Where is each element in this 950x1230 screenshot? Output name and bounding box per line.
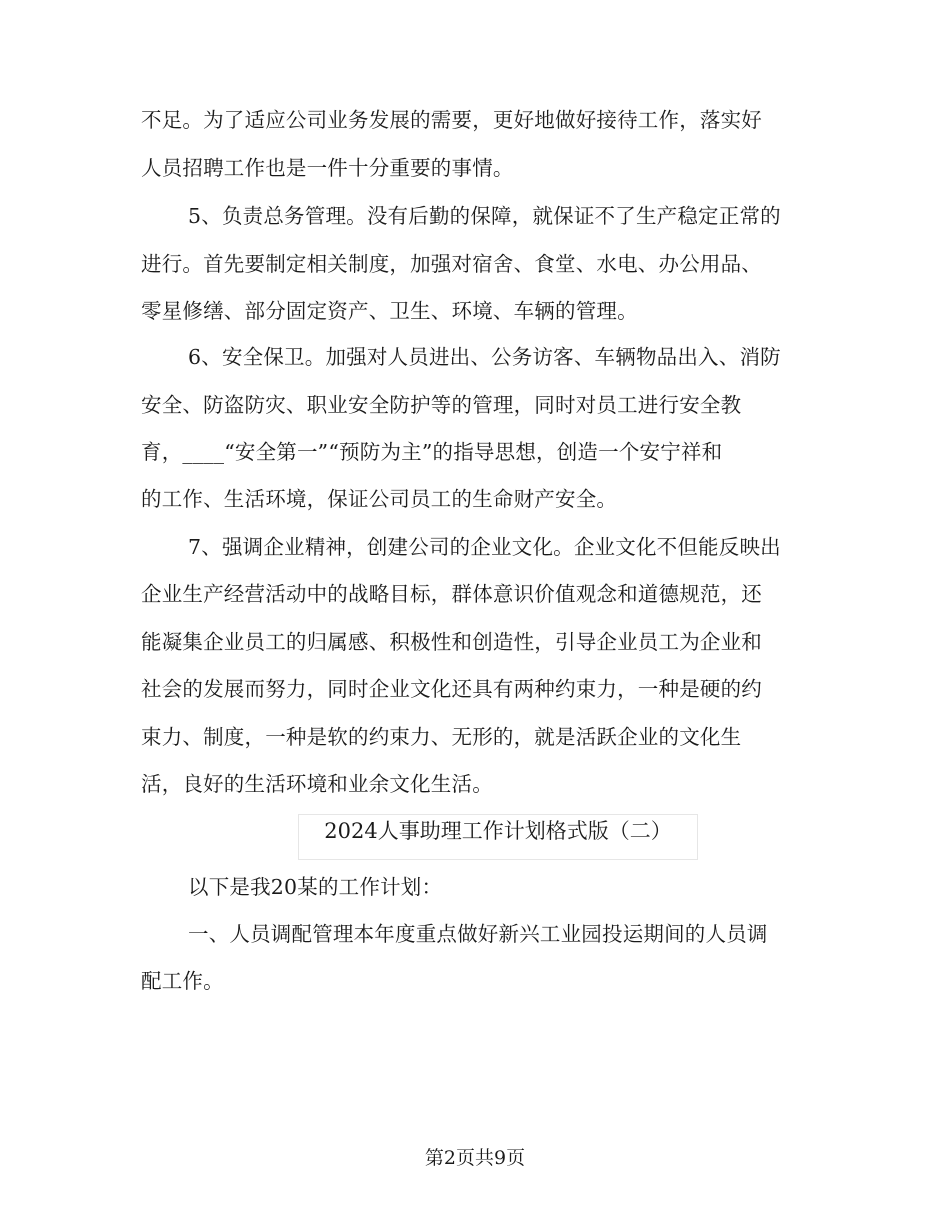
paragraph-line: 社会的发展而努力，同时企业文化还具有两种约束力，一种是硬的约 — [141, 677, 762, 701]
paragraph-line: 束力、制度，一种是软的约束力、无形的，就是活跃企业的文化生 — [141, 725, 742, 749]
paragraph-line: 零星修缮、部分固定资产、卫生、环境、车辆的管理。 — [141, 299, 638, 323]
paragraph-line: 育，____“安全第一”“预防为主”的指导思想，创造一个安宁祥和 — [141, 440, 723, 464]
section-title: 2024人事助理工作计划格式版（二） — [324, 819, 672, 843]
paragraph-line: 活，良好的生活环境和业余文化生活。 — [141, 772, 493, 796]
paragraph-line: 7、强调企业精神，创建公司的企业文化。企业文化不但能反映出 — [188, 535, 781, 559]
paragraph-line: 能凝集企业员工的归属感、积极性和创造性，引导企业员工为企业和 — [141, 630, 762, 654]
paragraph-line: 安全、防盗防灾、职业安全防护等的管理，同时对员工进行安全教 — [141, 393, 742, 417]
paragraph-line: 6、安全保卫。加强对人员进出、公务访客、车辆物品出入、消防 — [188, 345, 781, 369]
paragraph-line: 配工作。 — [141, 969, 224, 993]
paragraph-line: 的工作、生活环境，保证公司员工的生命财产安全。 — [141, 487, 618, 511]
page-number: 第2页共9页 — [424, 1147, 526, 1169]
paragraph-line: 企业生产经营活动中的战略目标，群体意识价值观念和道德规范，还 — [141, 582, 762, 606]
paragraph-line: 进行。首先要制定相关制度，加强对宿舍、食堂、水电、办公用品、 — [141, 252, 762, 276]
paragraph-line: 5、负责总务管理。没有后勤的保障，就保证不了生产稳定正常的 — [188, 204, 781, 228]
paragraph-line: 不足。为了适应公司业务发展的需要，更好地做好接待工作，落实好 — [141, 108, 762, 132]
paragraph-line: 以下是我20某的工作计划： — [188, 875, 443, 899]
paragraph-line: 人员招聘工作也是一件十分重要的事情。 — [141, 156, 514, 180]
paragraph-line: 一、人员调配管理本年度重点做好新兴工业园投运期间的人员调 — [188, 922, 768, 946]
